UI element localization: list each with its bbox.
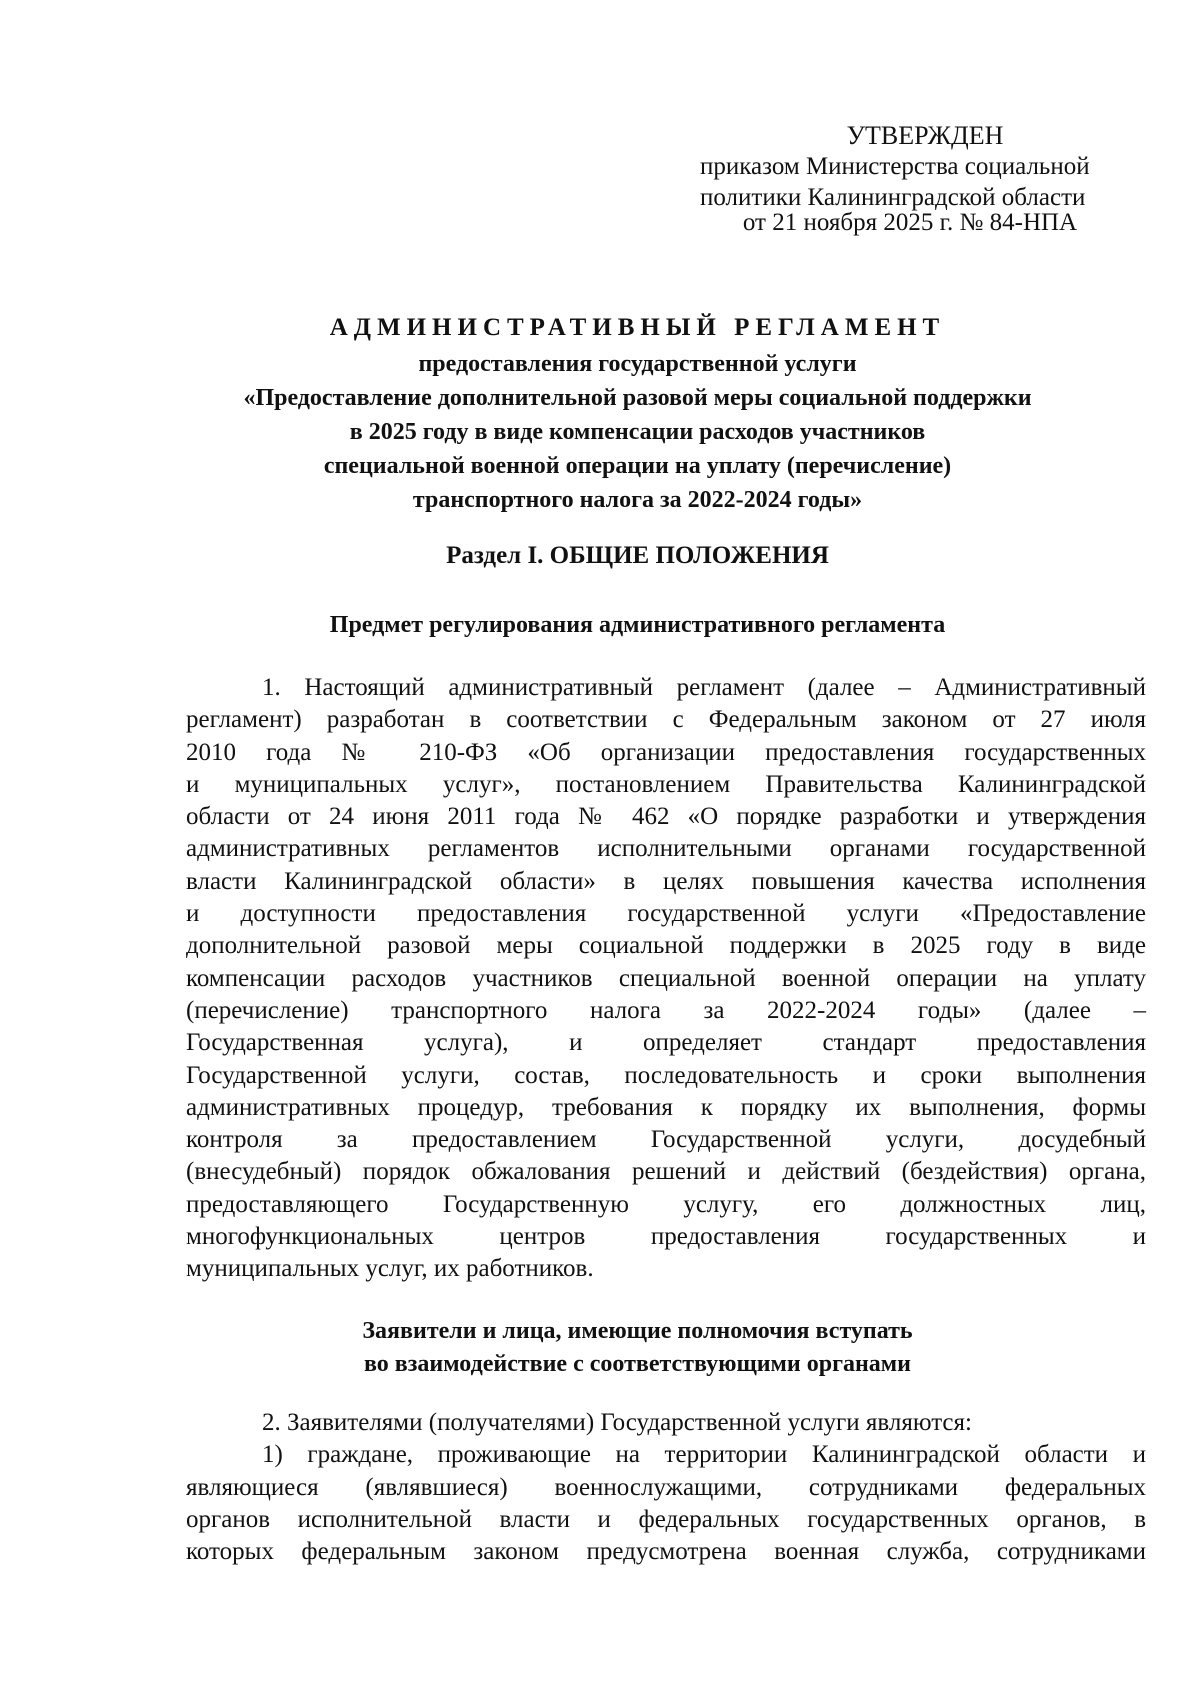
document-title-line: специальной военной операции на уплату (перечисление) [323, 453, 952, 479]
paragraph-line: административных регламентов исполнительными органами государственной [186, 835, 1146, 863]
document-title-line: «Предоставление дополнительной разовой меры социальной поддержки [243, 385, 1032, 411]
paragraph-line: контроля за предоставлением Государственной услуги, досудебный [186, 1126, 1146, 1154]
paragraph-line: являющиеся (являвшиеся) военнослужащими, сотрудниками федеральных [186, 1473, 1146, 1501]
section-title: Раздел I. ОБЩИЕ ПОЛОЖЕНИЯ [446, 542, 829, 569]
document-title-line: транспортного налога за 2022-2024 годы» [412, 487, 863, 513]
paragraph-line: многофункциональных центров предоставления государственных и [186, 1223, 1146, 1251]
applicants-heading-line: во взаимодействие с соответствующими органами [364, 1351, 911, 1377]
approval-stamp [700, 120, 1120, 238]
paragraph-line: органов исполнительной власти и федеральных государственных органов, в [186, 1505, 1146, 1533]
paragraph-line: власти Калининградской области» в целях повышения качества исполнения [186, 867, 1146, 895]
paragraph-line: компенсации расходов участников специальной военной операции на уплату [186, 964, 1146, 992]
paragraph-line: муниципальных услуг, их работников. [186, 1255, 594, 1283]
document-title-line: предоставления государственной услуги [418, 351, 857, 377]
paragraph-line: 2. Заявителями (получателями) Государственной услуги являются: [262, 1409, 972, 1436]
paragraph-line: Государственная услуга), и определяет стандарт предоставления [186, 1029, 1146, 1057]
paragraph-line: которых федеральным законом предусмотрена военная служба, сотрудниками [186, 1538, 1146, 1566]
document-title [150, 311, 1125, 517]
paragraph-line: 2010 года № 210-ФЗ «Об организации предоставления государственных [186, 738, 1146, 766]
document-title-line: в 2025 году в виде компенсации расходов участников [349, 419, 926, 445]
applicants-heading [150, 1315, 1125, 1381]
paragraph-1 [186, 672, 1146, 1286]
paragraph-2 [186, 1407, 1146, 1568]
approval-date-line: от 21 ноября 2025 г. № 84-НПА [742, 209, 1078, 236]
approval-heading: УТВЕРЖДЕН [846, 121, 1004, 150]
paragraph-line: дополнительной разовой меры социальной поддержки в 2025 году в виде [186, 932, 1146, 960]
paragraph-line: административных процедур, требования к порядку их выполнения, формы [186, 1093, 1146, 1121]
subject-heading: Предмет регулирования административного регламента [329, 612, 946, 638]
applicants-heading-line: Заявители и лица, имеющие полномочия вступать [362, 1318, 913, 1344]
paragraph-line: регламент) разработан в соответствии с Федеральным законом от 27 июля [186, 706, 1146, 734]
approval-ministry-line: политики Калининградской области [700, 184, 1086, 211]
approval-order-line: приказом Министерства социальной [700, 153, 1090, 180]
paragraph-line: (внесудебный) порядок обжалования решений и действий (бездействия) органа, [186, 1158, 1146, 1186]
paragraph-line: предоставляющего Государственную услугу, его должностных лиц, [186, 1190, 1146, 1218]
document-title-main: АДМИНИСТРАТИВНЫЙ РЕГЛАМЕНТ [329, 314, 946, 341]
paragraph-line: 1) граждане, проживающие на территории Калининградской области и [262, 1441, 1146, 1469]
paragraph-line: (перечисление) транспортного налога за 2022-2024 годы» (далее – [186, 996, 1146, 1024]
paragraph-line: области от 24 июня 2011 года № 462 «О порядке разработки и утверждения [186, 803, 1146, 831]
paragraph-line: Государственной услуги, состав, последовательность и сроки выполнения [186, 1061, 1146, 1089]
paragraph-line: 1. Настоящий административный регламент (далее – Административный [262, 674, 1146, 701]
paragraph-line: и доступности предоставления государственной услуги «Предоставление [186, 900, 1146, 928]
paragraph-line: и муниципальных услуг», постановлением Правительства Калининградской [186, 770, 1146, 798]
